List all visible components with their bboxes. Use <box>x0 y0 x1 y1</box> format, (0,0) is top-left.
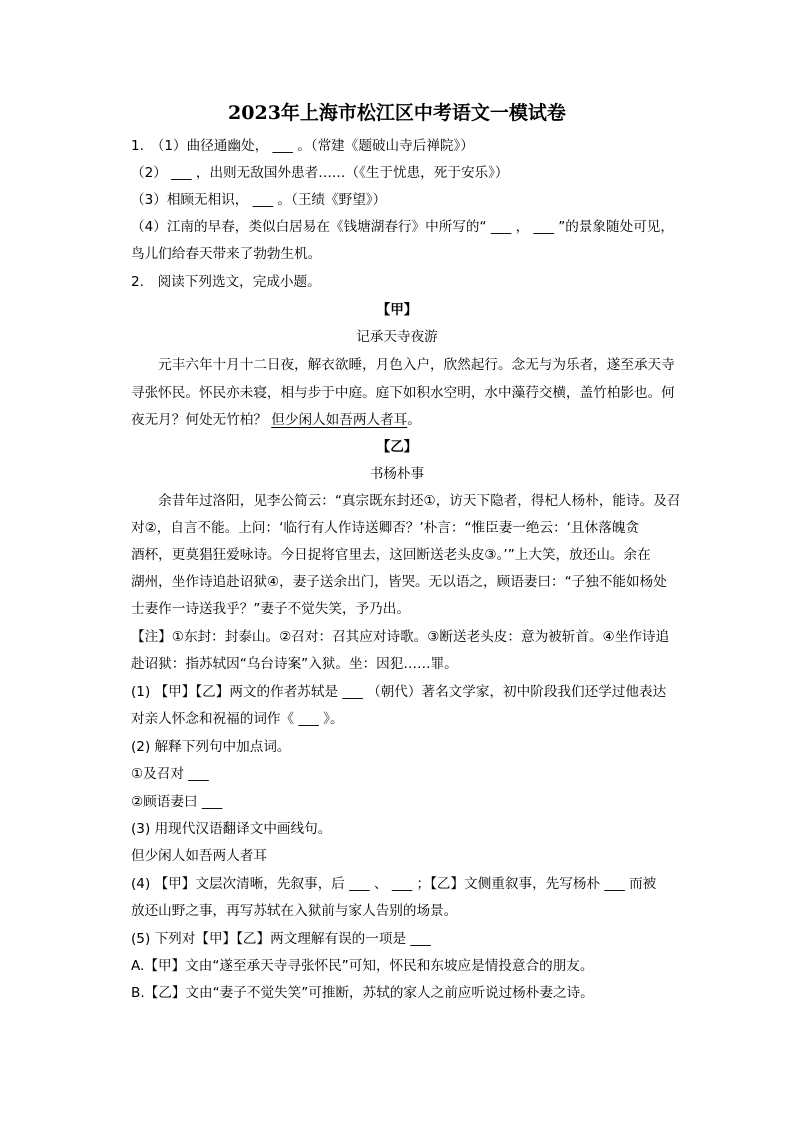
subq-2: (2) 解释下列句中加点词。 <box>131 739 291 755</box>
subq-2-item-2: ②顾语妻曰 ___ <box>131 794 223 810</box>
subq-1-line-1: (1) 【甲】【乙】两文的作者苏轼是 ___ （朝代）著名文学家，初中阶段我们还学过他表达 <box>131 684 667 700</box>
subq-1-line-2: 对亲人怀念和祝福的词作《 ___ 》。 <box>131 711 344 727</box>
passage-yi-line-1: 余昔年过洛阳，见李公简云：“真宗既东封还①，访天下隐者，得杞人杨朴，能诗。及召 <box>131 493 681 509</box>
passage-jia-title: 记承天寺夜游 <box>356 329 438 345</box>
subq-5-option-a: A.【甲】文由“遂至承天寺寻张怀民”可知，怀民和东坡应是情投意合的朋友。 <box>131 958 594 974</box>
passage-jia-label: 【甲】 <box>376 302 418 318</box>
subq-2-item-1: ①及召对 ___ <box>131 766 209 782</box>
q2-intro: 2. 阅读下列选文，完成小题。 <box>131 274 321 290</box>
subq-3: (3) 用现代汉语翻译文中画线句。 <box>131 821 332 837</box>
passage-jia-line-3 <box>131 410 421 430</box>
passage-yi-line-3: 酒杯，更莫猖狂爱咏诗。今日捉将官里去，这回断送老头皮③。’”上大笑，放还山。余在 <box>131 547 651 563</box>
passage-yi-title: 书杨朴事 <box>369 466 425 482</box>
passage-jia-period: 。 <box>407 412 421 428</box>
passage-yi-line-2: 对②，自言不能。上问：‘临行有人作诗送卿否？’朴言：“惟臣妻一绝云：‘且休落魄贪 <box>131 520 639 536</box>
q1-line-5: 鸟儿们给春天带来了勃勃生机。 <box>131 246 322 262</box>
page-title: 2023年上海市松江区中考语文一模试卷 <box>228 102 566 124</box>
q1-line-4: （4）江南的早春，类似白居易在《钱塘湖春行》中所写的“ ___ ， ___ ”的景象随处可见， <box>131 219 674 235</box>
subq-4-line-2: 放还山野之事，再写苏轼在入狱前与家人告别的场景。 <box>131 903 458 919</box>
underlined-sentence: 但少闲人如吾两人者耳 <box>271 412 408 428</box>
passage-yi-line-5: 士妻作一诗送我乎？”妻子不觉失笑，予乃出。 <box>131 601 410 617</box>
passage-yi-label: 【乙】 <box>376 439 418 455</box>
note-line-1: 【注】①东封：封泰山。②召对：召其应对诗歌。③断送老头皮：意为被斩首。④坐作诗追 <box>131 629 670 645</box>
subq-5-option-b: B.【乙】文由“妻子不觉失笑”可推断，苏轼的家人之前应听说过杨朴妻之诗。 <box>131 985 594 1001</box>
passage-yi-line-4: 湖州，坐作诗追赴诏狱④，妻子送余出门，皆哭。无以语之，顾语妻曰：“子独不能如杨处 <box>131 574 667 590</box>
q1-line-2: （2） ___ ，出则无敌国外患者……（《生于忧患，死于安乐》） <box>131 165 509 181</box>
passage-jia-text: 夜无月？何处无竹柏？ <box>131 412 272 428</box>
q1-line-3: （3）相顾无相识， ___ 。（王绩《野望》） <box>131 192 387 208</box>
passage-jia-line-2: 寻张怀民。怀民亦未寝，相与步于中庭。庭下如积水空明，水中藻荇交横，盖竹柏影也。何 <box>131 385 675 401</box>
note-line-2: 赴诏狱：指苏轼因“乌台诗案”入狱。坐：因犯……罪。 <box>131 656 458 672</box>
passage-jia-line-1: 元丰六年十月十二日夜，解衣欲睡，月色入户，欣然起行。念无与为乐者，遂至承天寺 <box>131 357 675 373</box>
subq-5: (5) 下列对【甲】【乙】两文理解有误的一项是 ___ <box>131 931 431 947</box>
subq-3-sentence: 但少闲人如吾两人者耳 <box>131 848 267 864</box>
subq-4-line-1: (4) 【甲】文层次清晰，先叙事，后 ___ 、 ___ ；【乙】文侧重叙事，先写杨朴 ___ 而被 <box>131 876 657 892</box>
q1-line-1: 1. （1）曲径通幽处， ___ 。（常建《题破山寺后禅院》） <box>131 138 474 154</box>
